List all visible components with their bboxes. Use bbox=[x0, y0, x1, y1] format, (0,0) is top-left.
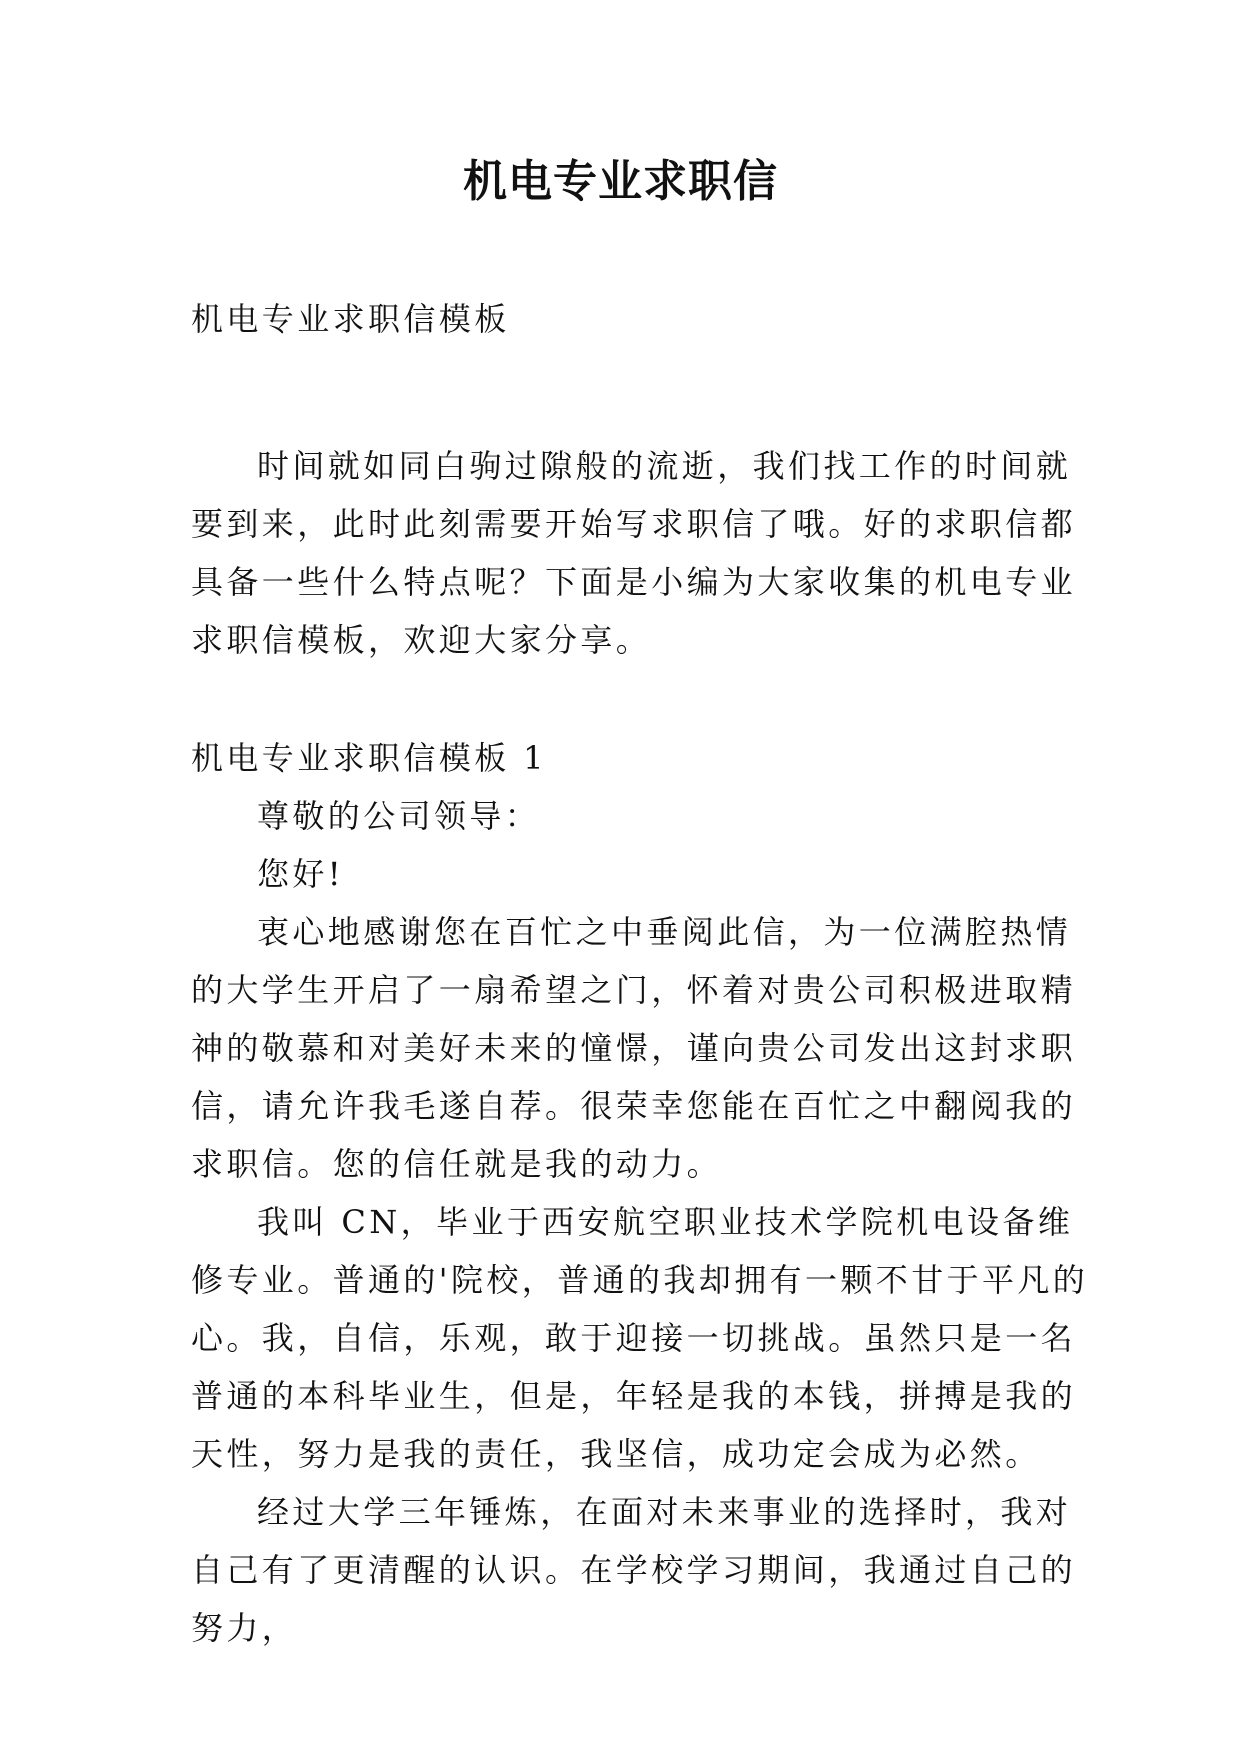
document-subtitle: 机电专业求职信模板 bbox=[191, 300, 510, 338]
body-paragraph: 我叫 CN，毕业于西安航空职业技术学院机电设备维修专业。普通的'院校，普通的我却拥有一颗不甘于平凡的心。我，自信，乐观，敢于迎接一切挑战。虽然只是一名普通的本科毕业生，但是，年轻是我的本钱，拼搏是我的天性，努力是我的责任，我坚信，成功定会成为必然。 bbox=[191, 1203, 1089, 1473]
body-paragraph: 衷心地感谢您在百忙之中垂阅此信，为一位满腔热情的大学生开启了一扇希望之门，怀着对贵公司积极进取精神的敬慕和对美好未来的憧憬，谨向贵公司发出这封求职信，请允许我毛遂自荐。很荣幸您能在百忙之中翻阅我的求职信。您的信任就是我的动力。 bbox=[191, 913, 1077, 1183]
greeting: 您好! bbox=[257, 855, 345, 893]
body-paragraph: 经过大学三年锤炼，在面对未来事业的选择时，我对自己有了更清醒的认识。在学校学习期间，我通过自己的努力， bbox=[191, 1493, 1077, 1647]
document-body bbox=[191, 290, 1091, 1657]
document-title: 机电专业求职信 bbox=[463, 156, 778, 207]
intro-paragraph: 时间就如同白驹过隙般的流逝，我们找工作的时间就要到来，此时此刻需要开始写求职信了哦。好的求职信都具备一些什么特点呢？下面是小编为大家收集的机电专业求职信模板，欢迎大家分享。 bbox=[191, 447, 1077, 659]
salutation: 尊敬的公司领导： bbox=[257, 797, 541, 835]
section-heading: 机电专业求职信模板 1 bbox=[191, 739, 547, 777]
